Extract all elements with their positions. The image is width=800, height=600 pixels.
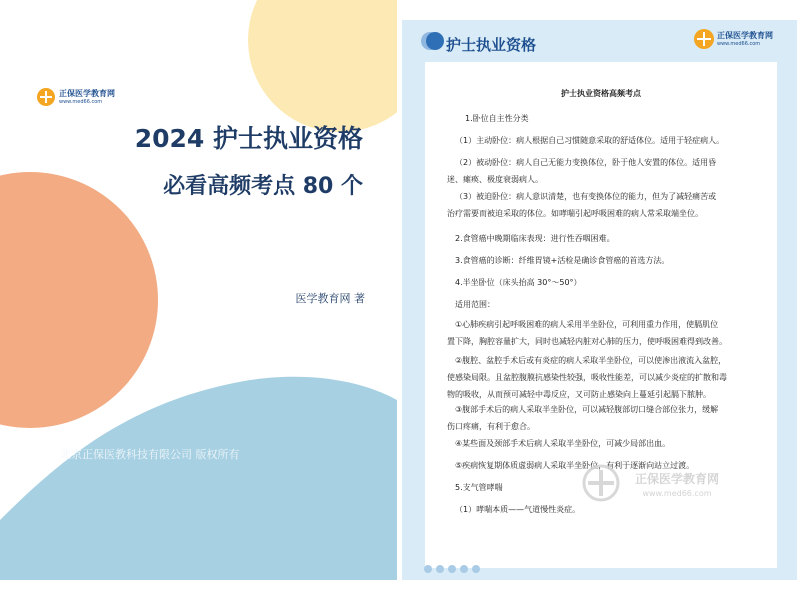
cover-author: 医学教育网 著 [295,292,365,305]
paragraph-line: 使感染局限。且盆腔腹膜抗感染性较强，吸收性能差，可以减少炎症的扩散和毒 [447,373,727,382]
paragraph-line: ②腹腔、盆腔手术后或有炎症的病人采取半坐卧位，可以使渗出液流入盆腔， [455,356,727,365]
logo-mark-icon [694,29,714,49]
watermark-url: www.med66.com [642,489,712,498]
paragraph-line: 物的吸收，从而预可减轻中毒反应，又可防止感染向上蔓延引起膈下脓肿。 [447,390,711,399]
decorative-dots [424,565,480,573]
paragraph-line: 3.食管癌的诊断：纤维胃镜+活检是确诊食管癌的首选方法。 [455,256,670,265]
logo-name: 正保医学教育网 [717,30,773,40]
logo-mark-icon [37,88,55,106]
paragraph-line: （2）被动卧位：病人自己无能力变换体位，卧于他人安置的体位。适用昏 [455,158,717,167]
document-page [402,20,797,580]
paragraph-line: 迷、瘫痪、极度衰弱病人。 [447,175,543,184]
dot-icon [472,565,480,573]
paragraph-line: 1.卧位自主性分类 [465,114,529,123]
cover-logo [37,88,115,106]
cover-title: 2024 护士执业资格 [134,124,363,153]
cover-copyright: 北京正保医教科技有限公司 版权所有 [60,448,240,461]
paragraph-line: 伤口疼痛，有利于愈合。 [447,422,535,431]
paragraph-line: ③腹部手术后的病人采取半坐卧位，可以减轻腹部切口缝合部位张力，缓解 [455,405,719,414]
paragraph-line: 4.半坐卧位（床头抬高 30°～50°） [455,278,582,287]
dot-icon [436,565,444,573]
logo-url: www.med66.com [59,98,103,105]
page-logo [694,29,773,49]
paragraph-line: ①心肺疾病引起呼吸困难的病人采用半坐卧位，可利用重力作用，使膈肌位 [455,320,719,329]
logo-name: 正保医学教育网 [59,88,115,98]
paragraph-line: 5.支气管哮喘 [455,483,503,492]
paragraph-line: ④某些面及颈部手术后病人采取半坐卧位，可减少局部出血。 [455,439,671,448]
paragraph-line: 治疗需要而被迫采取的体位。如哮喘引起呼吸困难的病人常采取端坐位。 [447,209,703,218]
orange-circle-shape [0,172,158,428]
paragraph-line: 置下降，胸腔容量扩大，同时也减轻内脏对心肺的压力，使呼吸困难得到改善。 [447,337,727,346]
watermark-logo-icon [582,464,620,502]
logo-url: www.med66.com [717,40,761,47]
bookmark-ribbon-icon [420,30,444,52]
watermark-name: 正保医学教育网 [634,472,719,486]
yellow-circle-shape [248,0,397,132]
paragraph-line: ⑤疾病恢复期体质虚弱病人采取半坐卧位，有利于逐渐向站立过渡。 [455,461,695,470]
paragraph-line: 2.食管癌中晚期临床表现：进行性吞咽困难。 [455,234,615,243]
cover-subtitle: 必看高频考点 80 个 [163,174,363,199]
book-cover [0,0,397,580]
document-title: 护士执业资格高频考点 [561,89,641,98]
paragraph-line: （3）被迫卧位：病人意识清楚，也有变换体位的能力，但为了减轻痛苦或 [455,192,717,201]
watermark [612,470,742,498]
dot-icon [460,565,468,573]
page-header-title: 护士执业资格 [446,36,537,54]
paragraph-line: （1）主动卧位：病人根据自己习惯随意采取的舒适体位。适用于轻症病人。 [455,136,725,145]
paragraph-line: （1）哮喘本质——气道慢性炎症。 [455,505,581,514]
dot-icon [448,565,456,573]
dot-icon [424,565,432,573]
paragraph-line: 适用范围： [455,300,495,309]
